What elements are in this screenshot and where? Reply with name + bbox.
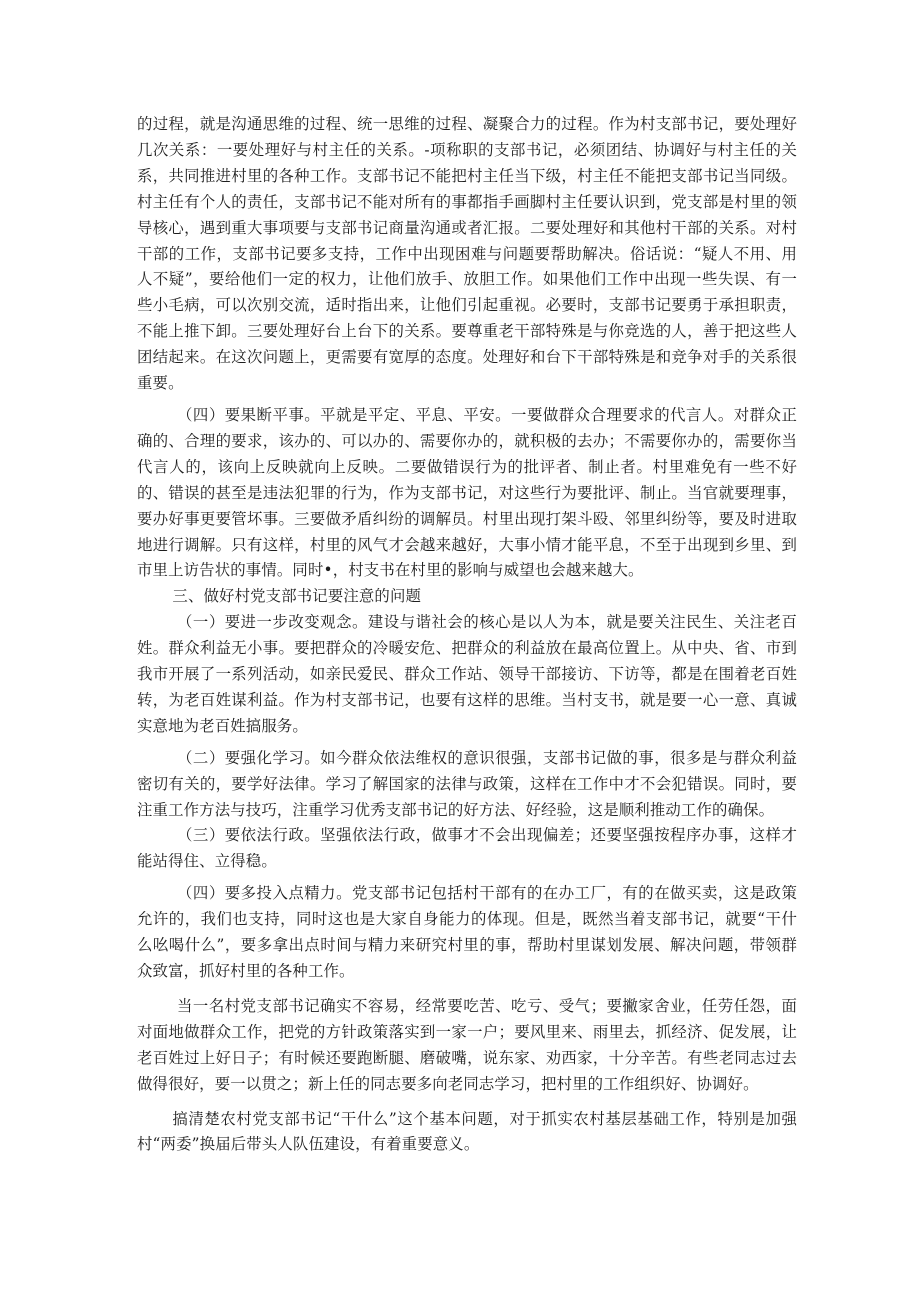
paragraph-more-energy: （四）要多投入点精力。党支部书记包括村干部有的在办工厂，有的在做买卖，这是政策允许的，我们也支持，同时这也是大家自身能力的体现。但是，既然当着支部书记，就要“干什么吆喝什么”，要多拿出点时间与精力来研究村里的事，帮助村里谋划发展、解决问题，带领群众致富，抓好村里的各种工作。	[137, 884, 797, 980]
paragraph-relations: 的过程，就是沟通思维的过程、统一思维的过程、凝聚合力的过程。作为村支部书记，要处理好几次关系：一要处理好与村主任的关系。-项称职的支部书记，必须团结、协调好与村主任的关系，共同推进村里的各种工作。支部书记不能把村主任当下级，村主任不能把支部书记当同级。村主任有个人的责任，支部书记不能对所有的事都指手画脚村主任要认识到，党支部是村里的领导核心，遇到重大事项要与支部书记商量沟通或者汇报。二要处理好和其他村干部的关系。对村干部的工作，支部书记要多支持，工作中出现困难与问题要帮助解决。俗话说：“疑人不用、用人不疑”，要给他们一定的权力，让他们放手、放胆工作。如果他们工作中出现一些失误、有一些小毛病，可以次别交流，适时指出来，让他们引起重视。必要时，支部书记要勇于承担职责，不能上推下卸。三要处理好台上台下的关系。要尊重老干部特殊是与你竞选的人，善于把这些人团结起来。在这次问题上，更需要有宽厚的态度。处理好和台下干部特殊是和竞争对手的关系很重要。	[137, 115, 797, 393]
document-body	[137, 112, 797, 1158]
paragraph-lawful-administration: （三）要依法行政。坚强依法行政，做事才不会出现偏差；还要坚强按程序办事，这样才能站得住、立得稳。	[137, 826, 797, 871]
paragraph-hard-work: 当一名村党支部书记确实不容易，经常要吃苦、吃亏、受气；要撇家舍业，任劳任怨，面对面地做群众工作，把党的方针政策落实到一家一户；要风里来、雨里去，抓经济、促发展，让老百姓过上好日子；有时候还要跑断腿、磨破嘴，说东家、劝西家，十分辛苦。有些老同志过去做得很好，要一以贯之；新上任的同志要多向老同志学习，把村里的工作组织好、协调好。	[137, 996, 797, 1093]
paragraph-decisive-matters: （四）要果断平事。平就是平定、平息、平安。一要做群众合理要求的代言人。对群众正确的、合理的要求，该办的、可以办的、需要你办的，就积极的去办；不需要你办的，需要你当代言人的，该向上反映就向上反映。二要做错误行为的批评者、制止者。村里难免有一些不好的、错误的甚至是违法犯罪的行为，作为支部书记，对这些行为要批评、制止。当官就要理事，要办好事更要管坏事。三要做矛盾纠纷的调解员。村里出现打架斗殴、邻里纠纷等，要及时进取地进行调解。只有这样，村里的风气才会越来越好，大事小情才能平息，不至于出现到乡里、到市里上访告状的事情。同时•，村支书在村里的影响与威望也会越来越大。	[137, 405, 797, 580]
paragraph-strengthen-learning: （二）要强化学习。如今群众依法维权的意识很强，支部书记做的事，很多是与群众利益密切有关的，要学好法律。学习了解国家的法律与政策，这样在工作中才不会犯错误。同时，要注重工作方法与技巧，注重学习优秀支部书记的好方法、好经验，这是顺利推动工作的确保。	[137, 748, 797, 819]
paragraph-change-mindset: （一）要进一步改变观念。建设与谐社会的核心是以人为本，就是要关注民生、关注老百姓。群众利益无小事。要把群众的冷暖安危、把群众的利益放在最高位置上。从中央、省、市到我市开展了一系列活动，如亲民爱民、群众工作站、领导干部接访、下访等，都是在围着老百姓转，为老百姓谋利益。作为村支部书记，也要有这样的思维。当村支书，就是要一心一意、真诚实意地为老百姓搞服务。	[137, 613, 797, 735]
section-heading-three: 三、做好村党支部书记要注意的问题	[172, 587, 422, 606]
paragraph-conclusion: 搞清楚农村党支部书记“干什么”这个基本问题，对于抓实农村基层基础工作，特别是加强村“两委”换届后带头人队伍建设，有着重要意义。	[137, 1109, 797, 1154]
